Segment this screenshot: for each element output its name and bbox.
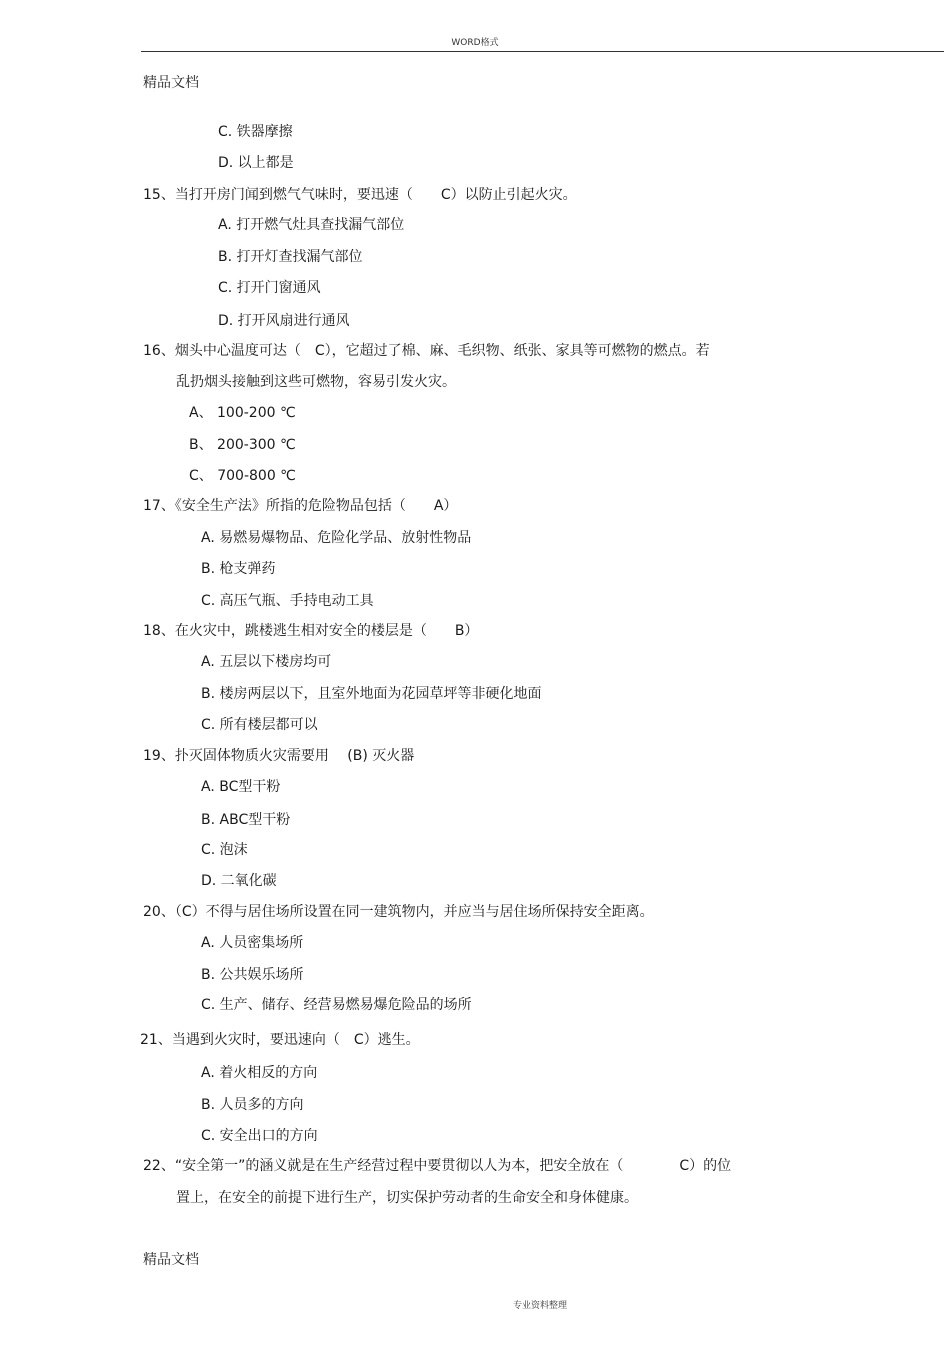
option-line: B. 公共娱乐场所 (201, 967, 304, 983)
watermark-top: 精品文档 (143, 75, 199, 91)
watermark-bottom: 精品文档 (143, 1252, 199, 1268)
option-line: C. 安全出口的方向 (201, 1128, 318, 1144)
option-line: C. 所有楼层都可以 (201, 717, 318, 733)
option-line: C. 高压气瓶、手持电动工具 (201, 593, 374, 609)
question-line: 22、“安全第一”的涵义就是在生产经营过程中要贯彻以人为本，把安全放在（ C）的位 (143, 1158, 732, 1174)
option-line: B. 枪支弹药 (201, 561, 276, 577)
question-line: 21、当遇到火灾时，要迅速向（ C）逃生。 (140, 1032, 420, 1048)
question-line: 19、扑灭固体物质火灾需要用 (B) 灭火器 (143, 748, 415, 764)
option-line: B. 打开灯查找漏气部位 (218, 249, 363, 265)
page-footer: 专业资料整理 (512, 1301, 567, 1311)
header-rule (141, 51, 944, 52)
option-line: A. 易燃易爆物品、危险化学品、放射性物品 (201, 530, 472, 546)
option-line: A. 五层以下楼房均可 (201, 654, 332, 670)
option-line: C. 打开门窗通风 (218, 280, 321, 296)
question-line: 17、《安全生产法》所指的危险物品包括（ A） (143, 498, 458, 514)
option-line: C. 铁器摩擦 (218, 124, 293, 140)
option-line: A. 打开燃气灶具查找漏气部位 (218, 217, 405, 233)
option-line: B. ABC型干粉 (201, 812, 291, 828)
question-line: 20、（C）不得与居住场所设置在同一建筑物内，并应当与居住场所保持安全距离。 (143, 904, 654, 920)
option-line: A. 着火相反的方向 (201, 1065, 318, 1081)
option-line: B、 200-300 ℃ (189, 437, 296, 453)
option-line: C. 生产、储存、经营易燃易爆危险品的场所 (201, 997, 472, 1013)
option-line: B. 人员多的方向 (201, 1097, 304, 1113)
question-continuation: 置上，在安全的前提下进行生产，切实保护劳动者的生命安全和身体健康。 (176, 1190, 638, 1206)
option-line: D. 二氧化碳 (201, 873, 277, 889)
option-line: A. 人员密集场所 (201, 935, 304, 951)
page-header: WORD格式 (451, 38, 499, 48)
question-line: 16、烟头中心温度可达（ C），它超过了棉、麻、毛织物、纸张、家具等可燃物的燃点。若 (143, 343, 710, 359)
option-line: A. BC型干粉 (201, 779, 281, 795)
option-line: D. 打开风扇进行通风 (218, 313, 350, 329)
option-line: C、 700-800 ℃ (189, 468, 296, 484)
option-line: D. 以上都是 (218, 155, 294, 171)
question-line: 18、在火灾中，跳楼逃生相对安全的楼层是（ B） (143, 623, 479, 639)
option-line: A、 100-200 ℃ (189, 405, 296, 421)
question-line: 15、当打开房门闻到燃气气味时，要迅速（ C）以防止引起火灾。 (143, 187, 577, 203)
option-line: C. 泡沫 (201, 842, 248, 858)
question-continuation: 乱扔烟头接触到这些可燃物，容易引发火灾。 (176, 374, 456, 390)
option-line: B. 楼房两层以下，且室外地面为花园草坪等非硬化地面 (201, 686, 542, 702)
